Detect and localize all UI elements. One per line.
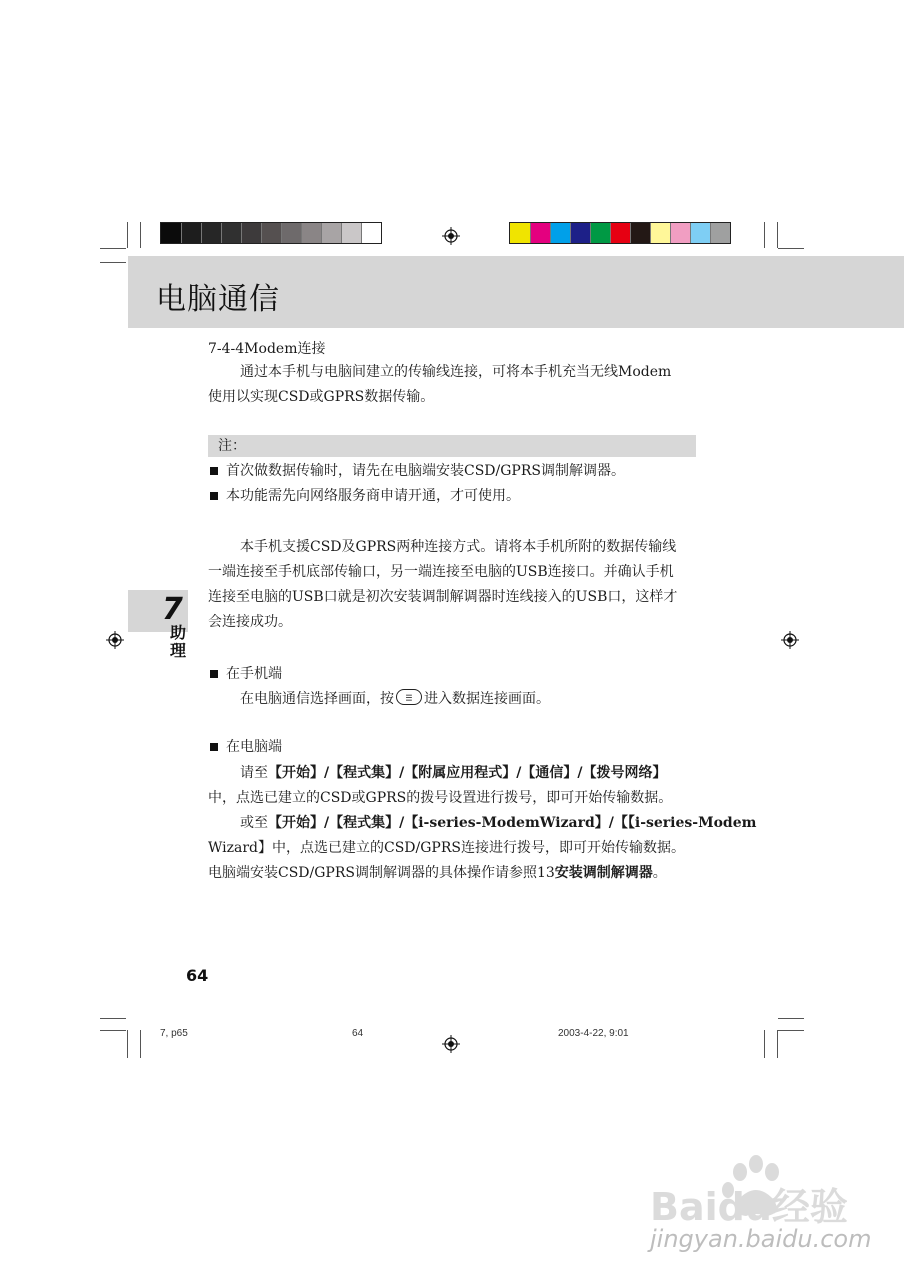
side-tab-number: 7 [162, 592, 183, 627]
intro-line: 使用以实现CSD或GPRS数据传输。 [208, 389, 435, 405]
color-swatch [630, 223, 650, 243]
pc-side-text: 或至 [240, 815, 268, 831]
color-swatch [590, 223, 610, 243]
crop-mark [127, 222, 128, 248]
crop-mark [778, 1030, 804, 1031]
color-swatch [650, 223, 670, 243]
registration-mark-icon [106, 631, 124, 649]
menu-path: 【开始】/【程式集】/【附属应用程式】/【通信】/【拨号网络】 [268, 765, 667, 781]
pc-side-text: 。 [652, 865, 667, 881]
color-swatch [221, 223, 241, 243]
phone-side-heading: 在手机端 [226, 666, 282, 682]
menu-key-icon [396, 689, 422, 705]
phone-side-line [240, 686, 550, 712]
side-tab-char: 助 [170, 623, 187, 642]
color-swatch [161, 223, 181, 243]
menu-path: 【开始】/【程式集】/【i-series-ModemWizard】/【【i-series-Modem [268, 815, 757, 831]
pc-side-text: 请至 [240, 765, 268, 781]
watermark-brand: Baidu经验 [650, 1185, 848, 1229]
side-tab-char: 理 [170, 641, 187, 660]
body-line: 本手机支援CSD及GPRS两种连接方式。请将本手机所附的数据传输线 [240, 539, 677, 555]
gray-swatch-strip [160, 222, 382, 244]
color-swatch [570, 223, 590, 243]
registration-mark-icon [442, 227, 460, 245]
color-swatch [510, 223, 530, 243]
registration-mark-icon [781, 631, 799, 649]
color-swatch [341, 223, 361, 243]
body-line: 一端连接至手机底部传输口，另一端连接至电脑的USB连接口。并确认手机 [208, 564, 674, 580]
color-swatch [181, 223, 201, 243]
crop-mark [764, 222, 765, 248]
note-label: 注： [218, 438, 246, 454]
color-swatch [550, 223, 570, 243]
body-line: 会连接成功。 [208, 614, 292, 630]
crop-mark [127, 1030, 128, 1058]
reference-title: 安装调制解调器 [554, 865, 653, 881]
pc-side-heading: 在电脑端 [226, 739, 282, 755]
color-swatch [281, 223, 301, 243]
crop-mark [778, 248, 804, 249]
color-swatch [321, 223, 341, 243]
watermark-url: jingyan.baidu.com [650, 1225, 872, 1253]
slug-date: 2003-4-22, 9:01 [558, 1028, 629, 1039]
page-number: 64 [186, 966, 209, 985]
phone-side-text: 在电脑通信选择画面，按 [240, 691, 394, 707]
svg-text:☰: ☰ [405, 693, 413, 703]
color-swatch [301, 223, 321, 243]
bullet-square [210, 492, 218, 500]
crop-mark [100, 1030, 126, 1031]
intro-line: 通过本手机与电脑间建立的传输线连接，可将本手机充当无线Modem [240, 364, 672, 380]
section-heading: 7-4-4Modem连接 [208, 341, 326, 357]
pc-side-line [208, 860, 667, 886]
crop-mark [100, 248, 126, 249]
bullet-square [210, 467, 218, 475]
crop-mark [764, 1030, 765, 1058]
bullet-square [210, 743, 218, 751]
color-swatch [710, 223, 730, 243]
note-bar [208, 435, 696, 457]
pc-side-line: 中，点选已建立的CSD或GPRS的拨号设置进行拨号，即可开始传输数据。 [208, 790, 673, 806]
color-swatch [530, 223, 550, 243]
body-line: 连接至电脑的USB口就是初次安装调制解调器时连线接入的USB口，这样才 [208, 589, 678, 605]
color-swatch [241, 223, 261, 243]
crop-mark [777, 1030, 778, 1058]
phone-side-text: 进入数据连接画面。 [424, 691, 550, 707]
color-swatch [261, 223, 281, 243]
pc-side-line [240, 760, 666, 786]
chapter-header-band [128, 256, 904, 328]
color-swatch [361, 223, 381, 243]
crop-mark [140, 1030, 141, 1058]
note-item: 本功能需先向网络服务商申请开通，才可使用。 [226, 488, 520, 504]
note-item: 首次做数据传输时，请先在电脑端安装CSD/GPRS调制解调器。 [226, 463, 625, 479]
crop-mark [100, 262, 126, 263]
color-swatch-strip [509, 222, 731, 244]
slug-page: 64 [352, 1028, 364, 1039]
chapter-title: 电脑通信 [156, 282, 280, 317]
crop-mark [777, 222, 778, 248]
crop-mark [778, 1018, 804, 1019]
registration-mark-icon [442, 1035, 460, 1053]
color-swatch [690, 223, 710, 243]
crop-mark [100, 1018, 126, 1019]
color-swatch [610, 223, 630, 243]
color-swatch [201, 223, 221, 243]
bullet-square [210, 670, 218, 678]
pc-side-line: Wizard】中，点选已建立的CSD/GPRS连接进行拨号，即可开始传输数据。 [208, 840, 685, 856]
slug-file: 7, p65 [160, 1028, 188, 1039]
pc-side-line [240, 810, 756, 836]
color-swatch [670, 223, 690, 243]
pc-side-text: 电脑端安装CSD/GPRS调制解调器的具体操作请参照13 [208, 865, 555, 881]
crop-mark [140, 222, 141, 248]
